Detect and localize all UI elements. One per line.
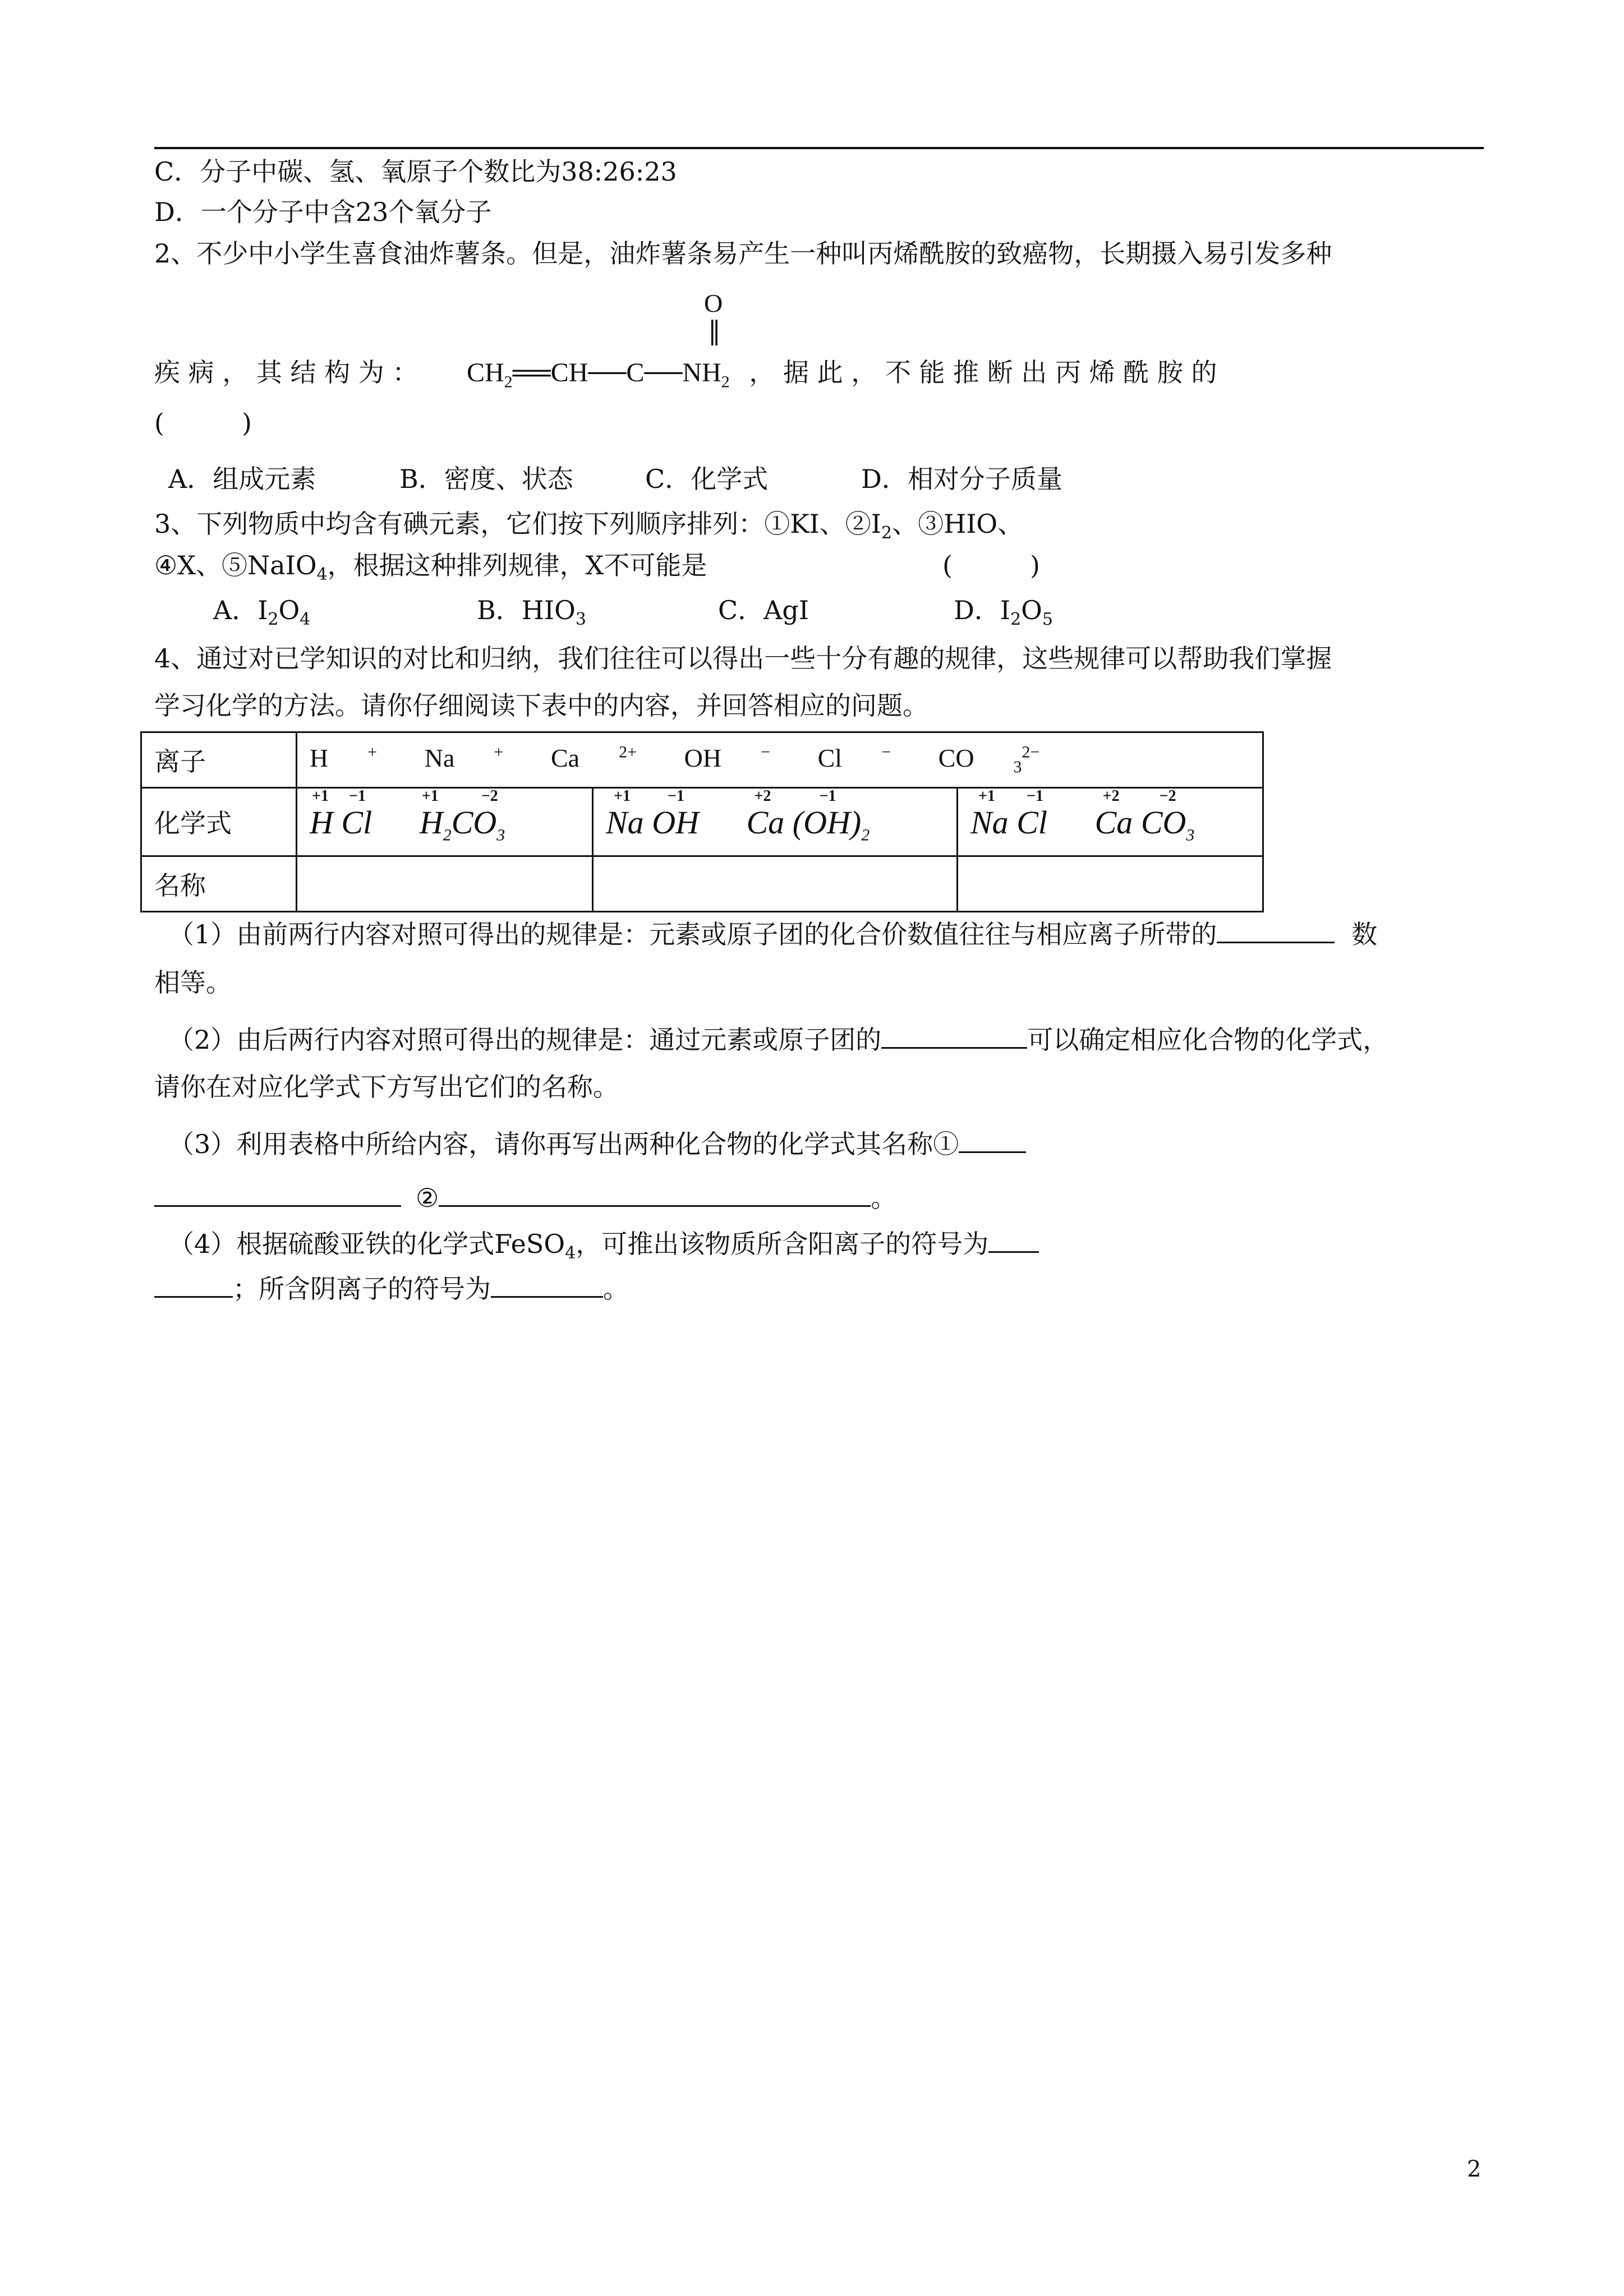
name-cell-salts[interactable] [958, 856, 1263, 911]
formula-hcl-p1: H [310, 804, 333, 841]
q3-sub-i2: 2 [881, 523, 892, 543]
ion-co3-base: CO [938, 744, 974, 773]
q3-option-b-sub: 3 [575, 610, 586, 630]
valence-nacl-1: +1 [978, 787, 995, 805]
q3-option-d-sub1: 2 [1010, 610, 1022, 630]
sub1-line1 [168, 919, 1377, 950]
row-label-names: 名称 [141, 856, 297, 911]
sub2-line2: 请你在对应化学式下方写出它们的名称。 [154, 1072, 619, 1102]
q3-option-c: C．AgI [718, 595, 809, 625]
valence-hcl-2: −1 [349, 787, 366, 805]
q3-text-a-tail: 、③HIO、 [892, 509, 1024, 539]
formula-h2co3-p1: H [419, 804, 443, 841]
valence-hcl-1: +1 [312, 787, 329, 805]
formula-cell-acids [297, 788, 593, 856]
q3-option-d [954, 594, 1053, 635]
formula-naoh-p2: OH [652, 804, 699, 841]
sub4-tail: 。 [603, 1274, 629, 1304]
ion-ca [551, 744, 637, 772]
q2-text-line1: 2、不少中小学生喜食油炸薯条。但是，油炸薯条易产生一种叫丙烯酰胺的致癌物，长期摄入易引发多种 [154, 238, 1332, 269]
formula-nacl-p2: Cl [1016, 804, 1047, 841]
ion-oh-base: OH [684, 744, 722, 773]
formula-cell-bases [593, 788, 958, 856]
q2-text-line2-post: ， 据 此 ， 不 能 推 断 出 丙 烯 酰 胺 的 [749, 357, 1217, 388]
ion-oh [684, 744, 770, 772]
formula-hcl [310, 789, 372, 842]
q3-option-d-text: D．I [954, 595, 1011, 625]
sub1-text: （1）由前两行内容对照可得出的规律是：元素或原子团的化合价数值往往与相应离子所带的 [168, 919, 1217, 949]
sub4-blank-2[interactable] [491, 1296, 603, 1298]
name-cell-acids[interactable] [297, 856, 593, 911]
q3-option-a-sub1: 2 [268, 610, 279, 630]
q4-text-line2: 学习化学的方法。请你仔细阅读下表中的内容，并回答相应的问题。 [154, 690, 928, 721]
valence-nacl-2: −1 [1027, 787, 1043, 805]
sub3-line2 [154, 1182, 896, 1214]
formula-naoh [606, 789, 699, 842]
q3-option-b [477, 594, 586, 635]
sub1-tail: 数 [1351, 919, 1378, 949]
ion-na-charge: + [494, 743, 504, 762]
sub4-blank-1a[interactable] [988, 1251, 1039, 1253]
valence-caco3-1: +2 [1102, 787, 1120, 805]
sub4-line1 [168, 1228, 1039, 1269]
formula-h2co3-p2: CO [451, 804, 497, 841]
ion-co3-sub: 3 [1013, 758, 1022, 777]
q2-option-a: A．组成元素 [168, 464, 316, 494]
row-label-ions: 离子 [141, 732, 297, 788]
q3-text-b: ④X、⑤NaIO [154, 550, 317, 580]
q3-option-d-sub2: 5 [1042, 610, 1053, 630]
option-d-line: D．一个分子中含23个氧分子 [154, 197, 492, 227]
q3-option-d-mid: O [1021, 595, 1042, 625]
formula-caoh2-p2: (OH) [792, 804, 862, 841]
formula-caco3-p2: CO [1140, 804, 1186, 841]
formula-hcl-p2: Cl [341, 804, 372, 841]
sub1-blank[interactable] [1217, 942, 1335, 943]
sub4-line2 [154, 1273, 629, 1304]
sub3-blank-2[interactable] [439, 1205, 871, 1207]
sub4-blank-1b[interactable] [154, 1296, 233, 1298]
ion-h-base: H [310, 744, 329, 773]
structure-ch: CH [466, 358, 504, 388]
table-row-ions [141, 732, 1263, 788]
sub3-blank-1b[interactable] [154, 1205, 401, 1207]
structure-sub-a: 2 [504, 372, 513, 391]
sub3-tail: 。 [871, 1183, 897, 1213]
sub2-line1 [168, 1024, 1388, 1055]
ion-h-charge: + [367, 743, 378, 762]
q3-text-line1 [154, 508, 1023, 549]
valence-caoh2-1: +2 [754, 787, 771, 805]
valence-caoh2-2: −1 [819, 787, 836, 805]
valence-naoh-1: +1 [614, 787, 631, 805]
ion-cl-charge: − [881, 743, 891, 762]
acrylamide-structure [466, 358, 730, 391]
table-row-names [141, 856, 1263, 911]
ions-cell [297, 732, 1263, 788]
name-cell-bases[interactable] [593, 856, 958, 911]
structure-bonds: ══CH──C──NH [512, 358, 721, 388]
q3-option-a-sub2: 4 [300, 610, 311, 630]
formula-h2co3 [420, 789, 505, 855]
sub2-blank[interactable] [881, 1047, 1027, 1049]
q2-option-c: C．化学式 [645, 464, 769, 494]
header-rule [154, 147, 1484, 149]
ion-ca-charge: 2+ [619, 743, 637, 762]
ion-co3-charge: 2− [1022, 743, 1040, 762]
q3-text-a: 3、下列物质中均含有碘元素，它们按下列顺序排列：①KI、②I [154, 509, 881, 539]
q2-option-d: D．相对分子质量 [861, 464, 1062, 494]
structure-double-bond: ‖ [708, 315, 721, 345]
formula-cell-salts [958, 788, 1263, 856]
sub2-tail: 可以确定相应化合物的化学式， [1027, 1025, 1389, 1055]
q2-answer-paren: ( ) [154, 408, 252, 438]
sub4-text: （4）根据硫酸亚铁的化学式FeSO [168, 1229, 565, 1259]
formula-nacl-p1: Na [970, 804, 1009, 841]
sub3-mark-2: ② [416, 1183, 439, 1213]
sub2-text: （2）由后两行内容对照可得出的规律是：通过元素或原子团的 [168, 1025, 882, 1055]
ion-table [140, 731, 1264, 912]
ion-na-base: Na [424, 744, 455, 773]
valence-h2co3-2: −2 [481, 787, 498, 805]
ion-oh-charge: − [761, 743, 770, 762]
q4-text-line1: 4、通过对已学知识的对比和归纳，我们往往可以得出一些十分有趣的规律，这些规律可以帮助我们掌握 [154, 643, 1332, 674]
ion-cl-base: Cl [817, 744, 843, 773]
sub4-text-b: ；所含阴离子的符号为 [233, 1274, 491, 1304]
ion-na [425, 744, 504, 772]
q3-answer-paren: ( ) [942, 550, 1040, 580]
row-label-formulas: 化学式 [141, 788, 297, 856]
q2-text-line2 [154, 357, 1217, 398]
ion-cl [818, 744, 891, 772]
formula-caco3-p1: Ca [1094, 804, 1133, 841]
formula-caco3 [1095, 789, 1195, 855]
q3-option-b-text: B．HIO [477, 595, 576, 625]
formula-caoh2-sub: 2 [861, 826, 870, 845]
valence-caco3-2: −2 [1159, 787, 1176, 805]
formula-caoh2-p1: Ca [746, 804, 785, 841]
valence-naoh-2: −1 [668, 787, 684, 805]
q3-option-a [213, 594, 310, 635]
page-number: 2 [1467, 2156, 1482, 2182]
q3-option-a-mid: O [278, 595, 300, 625]
structure-oxygen: O [704, 289, 723, 317]
formula-caco3-sub: 3 [1186, 826, 1195, 845]
formula-naoh-p1: Na [606, 804, 644, 841]
sub3-line1 [168, 1128, 1026, 1160]
sub3-text: （3）利用表格中所给内容，请你再写出两种化合物的化学式其名称① [168, 1129, 959, 1159]
option-c-line: C．分子中碳、氢、氧原子个数比为38:26:23 [154, 156, 677, 187]
q3-text-line2 [154, 550, 707, 591]
valence-h2co3-1: +1 [421, 787, 439, 805]
sub1-line2: 相等。 [154, 967, 232, 998]
ion-ca-base: Ca [550, 744, 580, 773]
ion-co3 [938, 743, 1040, 777]
q3-sub-naio4: 4 [316, 565, 328, 585]
q3-text-b-tail: ，根据这种排列规律，X不可能是 [327, 550, 707, 580]
formula-nacl [970, 789, 1047, 842]
q2-text-line2-pre: 疾 病 ， 其 结 构 为 ： [154, 357, 418, 388]
q3-option-a-text: A．I [213, 595, 268, 625]
ion-h [310, 744, 377, 772]
formula-caoh2 [747, 789, 870, 855]
sub3-blank-1a[interactable] [959, 1151, 1026, 1153]
table-row-formulas [141, 788, 1263, 856]
sub4-text-tail: ，可推出该物质所含阳离子的符号为 [576, 1229, 989, 1259]
structure-sub-b: 2 [721, 372, 730, 391]
formula-h2co3-sub1: 2 [443, 826, 452, 845]
q2-option-b: B．密度、状态 [399, 464, 573, 494]
sub4-sub: 4 [565, 1243, 576, 1264]
formula-h2co3-sub2: 3 [496, 826, 505, 845]
